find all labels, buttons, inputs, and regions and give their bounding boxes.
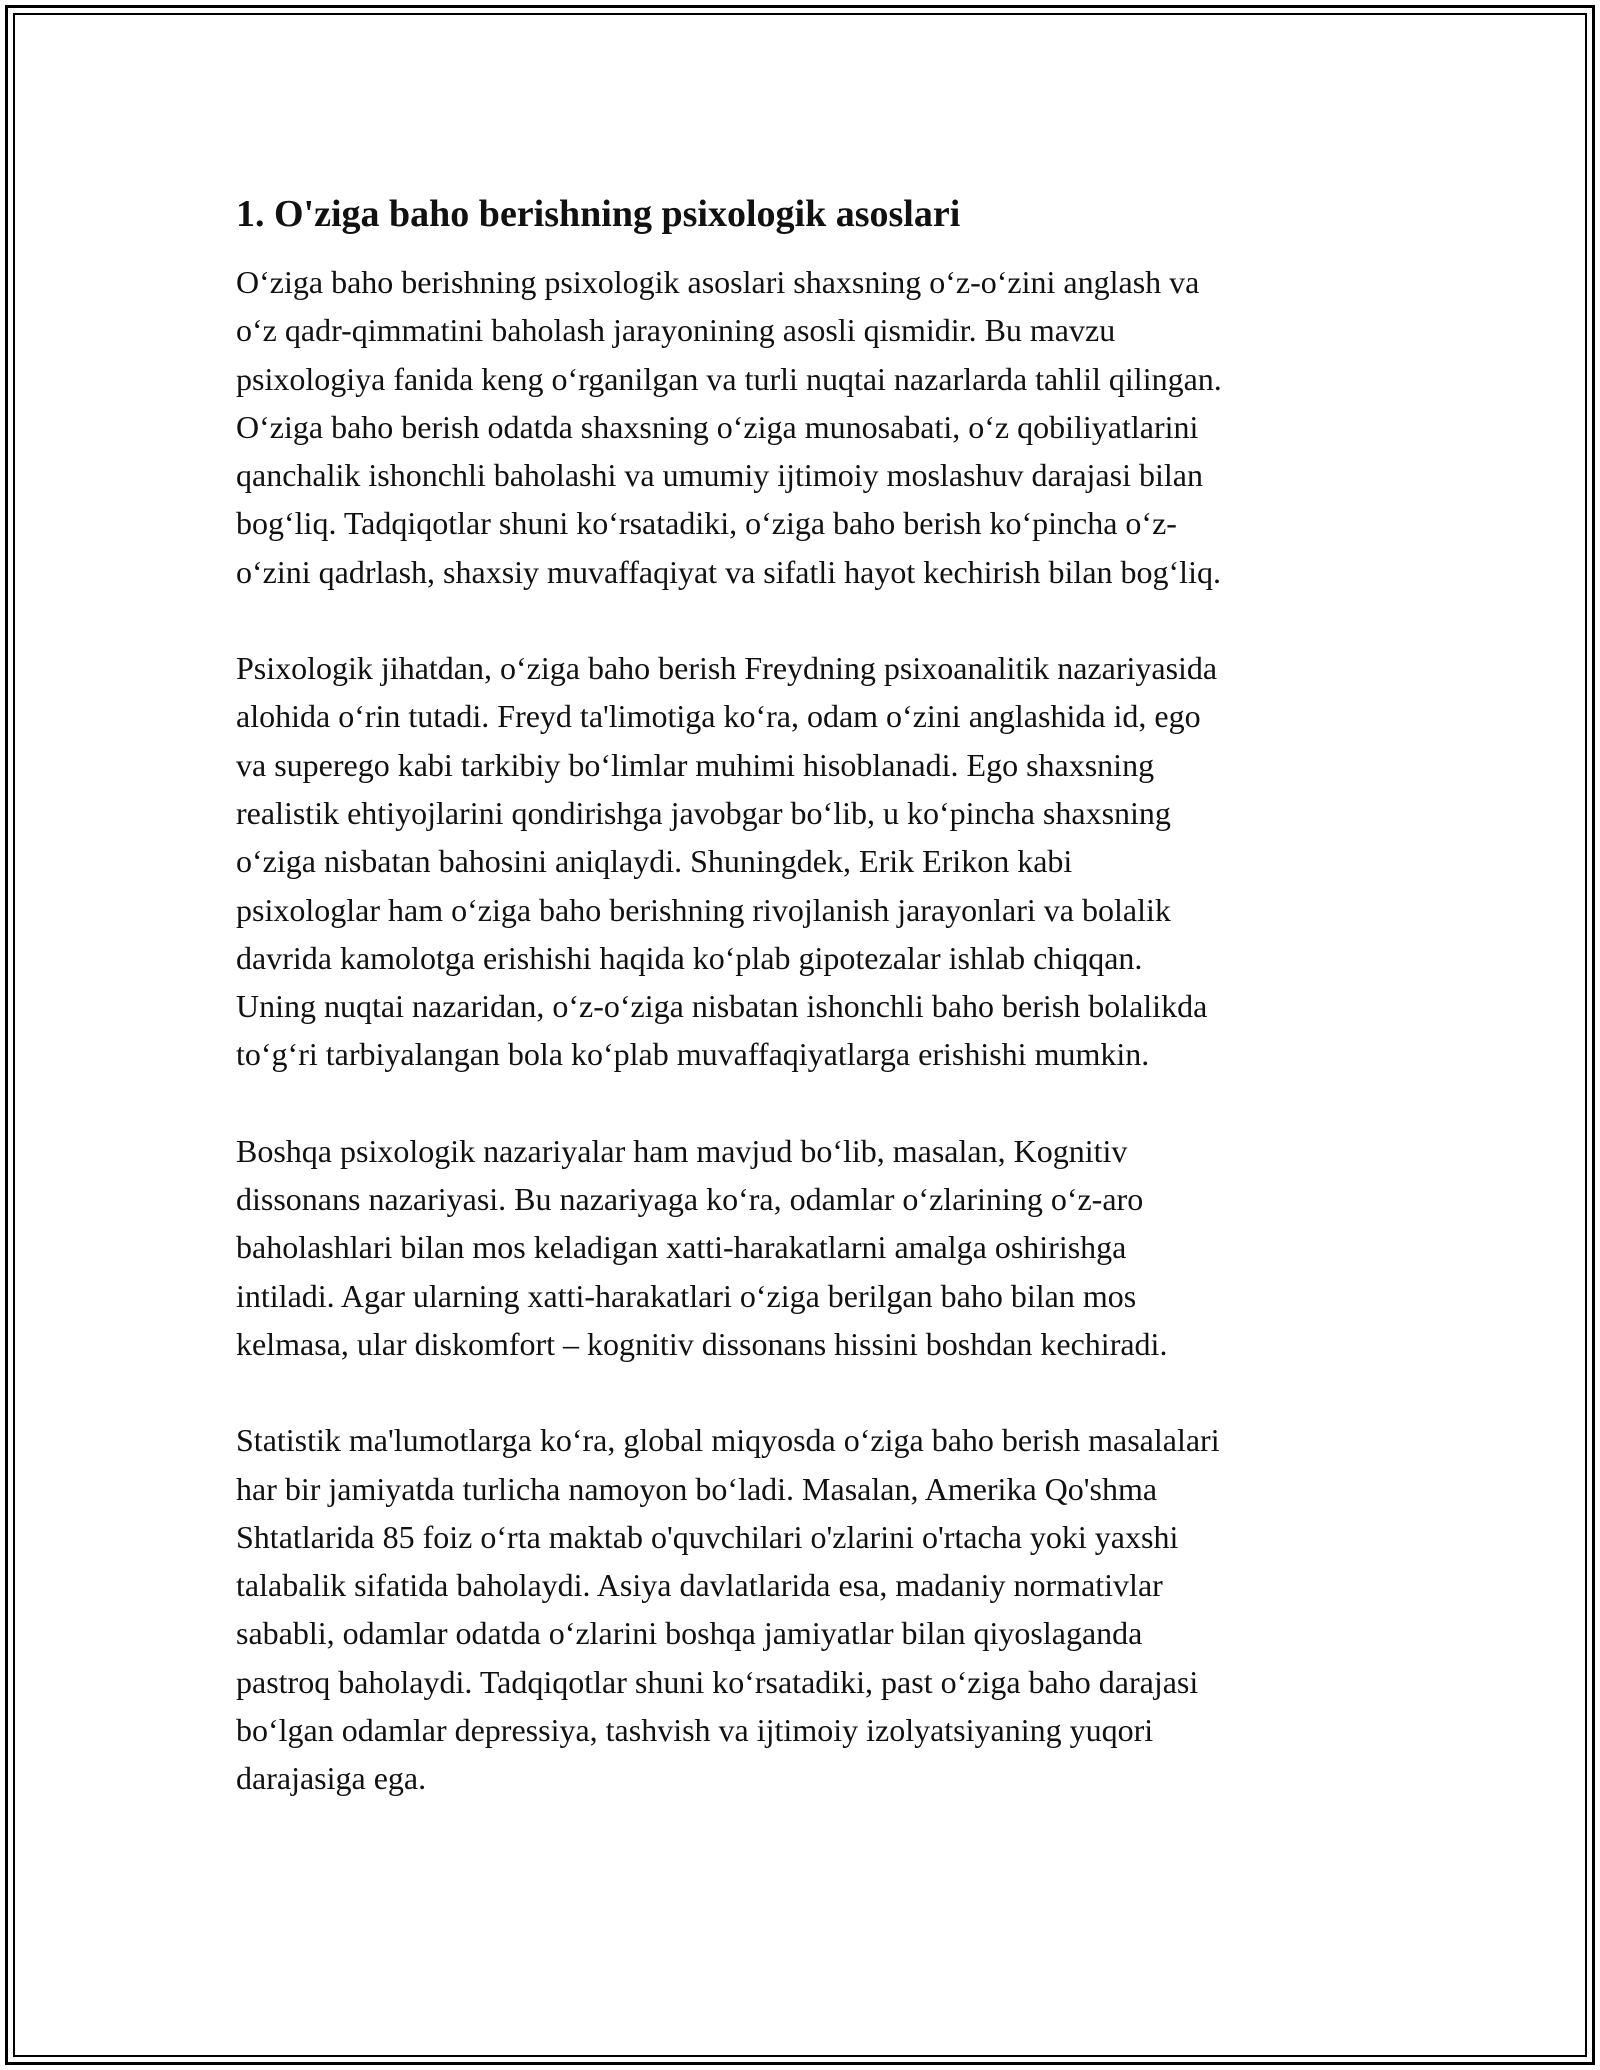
paragraph-4: Statistik ma'lumotlarga ko‘ra, global miqyosda o‘ziga baho berish masalalari har bir jamiyatda turlicha namoyon bo‘ladi. Masalan, Amerika Qo'shma Shtatlarida 85 foiz o‘rta maktab o'quvchilari o'zlarini o'rtacha yoki yaxshi talabalik sifatida baholaydi. Asiya davlatlarida esa, madaniy normativlar sababli, odamlar odatda o‘zlarini boshqa jamiyatlar bilan qiyoslaganda pastroq baholaydi. Tadqiqotlar shuni ko‘rsatadiki, past o‘ziga baho darajasi bo‘lgan odamlar depressiya, tashvish va ijtimoiy izolyatsiyaning yuqori darajasiga ega. <box>236 1422 1220 1797</box>
paragraph-2: Psixologik jihatdan, o‘ziga baho berish Freydning psixoanalitik nazariyasida alohida o‘rin tutadi. Freyd ta'limotiga ko‘ra, odam o‘zini anglashida id, ego va superego kabi tarkibiy bo‘limlar muhimi hisoblanadi. Ego shaxsning realistik ehtiyojlarini qondirishga javobgar bo‘lib, u ko‘pincha shaxsning o‘ziga nisbatan bahosini aniqlaydi. Shuningdek, Erik Erikon kabi psixologlar ham o‘ziga baho berishning rivojlanish jarayonlari va bolalik davrida kamolotga erishishi haqida ko‘plab gipotezalar ishlab chiqqan. Uning nuqtai nazaridan, o‘z-o‘ziga nisbatan ishonchli baho berish bolalikda to‘g‘ri tarbiyalangan bola ko‘plab muvaffaqiyatlarga erishishi mumkin. <box>236 650 1218 1073</box>
paragraph-1: O‘ziga baho berishning psixologik asoslari shaxsning o‘z-o‘zini anglash va o‘z qadr-qimmatini baholash jarayonining asosli qismidir. Bu mavzu psixologiya fanida keng o‘rganilgan va turli nuqtai nazarlarda tahlil qilingan. O‘ziga baho berish odatda shaxsning o‘ziga munosabati, o‘z qobiliyatlarini qanchalik ishonchli baholashi va umumiy ijtimoiy moslashuv darajasi bilan bog‘liq. Tadqiqotlar shuni ko‘rsatadiki, o‘ziga baho berish ko‘pincha o‘z- o‘zini qadrlash, shaxsiy muvaffaqiyat va sifatli hayot kechirish bilan bog‘liq. <box>236 264 1222 590</box>
paragraph-3: Boshqa psixologik nazariyalar ham mavjud bo‘lib, masalan, Kognitiv dissonans nazariyasi. Bu nazariyaga ko‘ra, odamlar o‘zlarining o‘z-aro baholashlari bilan mos keladigan xatti-harakatlarni amalga oshirishga intiladi. Agar ularning xatti-harakatlari o‘ziga berilgan baho bilan mos kelmasa, ular diskomfort – kognitiv dissonans hissini boshdan kechiradi. <box>236 1132 1168 1362</box>
section-heading: 1. O'ziga baho berishning psixologik asoslari <box>236 193 961 235</box>
document-body <box>236 188 1376 1851</box>
